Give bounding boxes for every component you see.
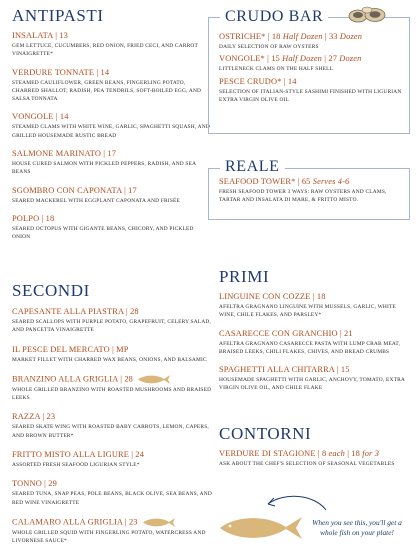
- item-description: HOUSEMADE SPAGHETTI WITH GARLIC, ANCHOVY, TOMATO, EXTRA VIRGIN OLIVE OIL, AND CHILE FLAKE: [219, 377, 405, 392]
- item-name: OSTRICHE*: [219, 32, 266, 41]
- item-name-line: OSTRICHE* | 18 Half Dozen | 33 Dozen: [219, 32, 363, 41]
- item-name-line: PESCE CRUDO* | 14: [219, 76, 297, 86]
- item-name-line: INSALATA | 13: [12, 31, 69, 40]
- item-description: WHOLE GRILLED BRANZINO WITH ROASTED MUSHROOMS AND BRAISED LEEKS: [12, 386, 212, 402]
- whole-fish-note: [296, 518, 418, 537]
- menu-item: [219, 365, 409, 393]
- item-name: TONNO: [12, 479, 42, 489]
- menu-item: [219, 177, 409, 205]
- item-name: IL PESCE DEL MERCATO: [12, 344, 110, 354]
- item-description: HOUSE CURED SALMON WITH PICKLED PEPPERS, RADISH, AND SEA BEANS: [12, 161, 196, 176]
- item-name-line: CAPESANTE ALLA PIASTRA | 28: [12, 307, 139, 316]
- menu-item: [219, 292, 409, 320]
- item-price: 15: [271, 54, 280, 64]
- menu-item: [219, 54, 409, 73]
- item-name-line: CALAMARO ALLA GRIGLIA | 23: [12, 517, 212, 528]
- item-name-line: LINGUINE CON COZZE | 18: [219, 292, 326, 301]
- item-description: STEAMED CLAMS WITH WHITE WINE, GARLIC, SPAGHETTI SQUASH, AND GRILLED HOUSEMADE RUSTIC BREAD: [12, 124, 210, 139]
- item-name: PESCE CRUDO*: [219, 76, 282, 86]
- menu-item: [12, 186, 212, 205]
- fish-icon: [142, 517, 176, 528]
- item-description: AFELTRA GRAGNANO CASARECCE PASTA WITH LUMP CRAB MEAT, BRAISED LEEKS, CHILI FLAKES, CHIVES, AND BREAD CRUMBS: [219, 340, 400, 355]
- note-line-2: whole fish on your plate!: [320, 527, 394, 537]
- item-description: GEM LETTUCE, CUCUMBERS, RED ONION, FRIED CECI, AND CARROT VINAIGRETTE*: [12, 43, 198, 58]
- item-price: 65: [301, 177, 311, 186]
- item-description: DAILY SELECTION OF RAW OYSTERS: [219, 44, 319, 50]
- item-name: SALMONE MARINATO: [12, 149, 102, 159]
- section-title-contorni: CONTORNI: [219, 424, 312, 443]
- reale-list: [219, 177, 409, 205]
- item-price-2-unit: Dozen: [339, 32, 363, 41]
- item-name-line: POLPO | 18: [12, 213, 55, 223]
- menu-item: [219, 329, 409, 357]
- section-title-secondi: SECONDI: [12, 281, 90, 300]
- item-price: 29: [48, 479, 57, 489]
- item-name-line: VERDURE TONNATE | 14: [12, 67, 110, 77]
- item-price: 14: [287, 76, 297, 86]
- item-price: 18: [45, 213, 55, 223]
- section-title-crudo-bar: CRUDO BAR: [220, 8, 328, 26]
- antipasti-list: [12, 31, 212, 242]
- item-name: LINGUINE CON COZZE: [219, 292, 311, 301]
- item-name: CASARECCE CON GRANCHIO: [219, 328, 338, 338]
- oyster-icon: [348, 5, 388, 23]
- item-description: FRESH SEAFOOD TOWER 3 WAYS: RAW OYSTERS AND CLAMS, TARTAR AND INSALATA DI MARE, & FRITTO MISTO.: [219, 189, 387, 204]
- section-title-reale: REALE: [220, 158, 285, 176]
- menu-item: [219, 449, 409, 468]
- item-description: SEARED MACKEREL WITH EGGPLANT CAPONATA AND FRISÉE: [12, 197, 180, 204]
- item-extra: each: [328, 449, 345, 458]
- item-name-line: TONNO | 29: [12, 479, 57, 489]
- reale-section: [219, 177, 409, 205]
- item-description: LITTLENECK CLAMS ON THE HALF SHELL: [219, 66, 334, 73]
- primi-list: [219, 292, 409, 393]
- item-price-2-unit: Dozen: [339, 54, 362, 64]
- item-extra-2: for 3: [362, 449, 380, 458]
- item-description: ASSORTED FRESH SEAFOOD LIGURIAN STYLE*: [12, 462, 140, 469]
- item-name-line: BRANZINO ALLA GRIGLIA | 28: [12, 374, 212, 385]
- item-price: 15: [340, 365, 350, 375]
- item-price: 8: [321, 449, 327, 458]
- item-name: INSALATA: [12, 31, 54, 40]
- item-name-line: SALMONE MARINATO | 17: [12, 149, 117, 159]
- item-name-line: SGOMBRO CON CAPONATA | 17: [12, 185, 137, 195]
- item-name: CAPESANTE ALLA PIASTRA: [12, 307, 124, 316]
- item-name: SPAGHETTI ALLA CHITARRA: [219, 365, 335, 375]
- item-price-2: 27: [328, 54, 338, 64]
- item-description: MARKET FILLET WITH CHARRED WAX BEANS, ONIONS, AND BALSAMIC: [12, 356, 207, 363]
- item-description: SEARED SKATE WING WITH ROASTED BABY CARROTS, LEMON, CAPERS, AND BROWN BUTTER*: [12, 424, 209, 439]
- item-description: WHOLE GRILLED SQUID WITH FINGERLING POTATO, WATERCRESS AND LIVORNESE SAUCE*: [12, 529, 206, 545]
- item-price: 23: [128, 517, 138, 527]
- arrow-icon: [262, 490, 332, 514]
- secondi-section: [12, 282, 212, 546]
- item-name: VERDURE TONNATE: [12, 67, 95, 77]
- item-name: VONGOLE*: [219, 54, 265, 64]
- section-title-primi: PRIMI: [219, 267, 270, 286]
- item-price: 17: [107, 149, 117, 159]
- item-price: 28: [124, 374, 133, 384]
- item-price: 18: [271, 32, 281, 41]
- item-price: 23: [46, 412, 56, 422]
- item-name: RAZZA: [12, 412, 41, 422]
- item-description: AFELTRA GRAGNANO LINGUINE WITH MUSSELS, GARLIC, WHITE WINE, CHILE FLAKES, AND PARSLEY*: [219, 304, 397, 319]
- item-name: FRITTO MISTO ALLA LIGURE: [12, 450, 130, 460]
- menu-item: [12, 31, 212, 59]
- antipasti-section: [12, 7, 212, 242]
- item-name-line: VERDURE DI STAGIONE | 8 each | 18 for 3: [219, 449, 380, 458]
- menu-item: [12, 345, 212, 364]
- item-price: MP: [116, 344, 129, 354]
- menu-item: [219, 77, 409, 105]
- contorni-list: [219, 449, 409, 468]
- menu-item: [12, 412, 212, 440]
- menu-item: [12, 112, 212, 140]
- item-name: VONGOLE: [12, 112, 54, 122]
- item-price: 18: [316, 292, 326, 301]
- item-price-unit: Half Dozen: [282, 54, 323, 64]
- item-description: ASK ABOUT THE CHEF'S SELECTION OF SEASONAL VEGETABLES: [219, 461, 395, 467]
- item-name-line: SPAGHETTI ALLA CHITARRA | 15: [219, 365, 350, 375]
- item-extra: Serves 4-6: [312, 177, 350, 186]
- menu-item: [12, 149, 212, 177]
- item-name: SGOMBRO CON CAPONATA: [12, 185, 122, 195]
- menu-item: [12, 517, 212, 546]
- menu-item: [12, 307, 212, 335]
- item-price: 21: [344, 328, 353, 338]
- menu-item: [12, 68, 212, 104]
- item-name-line: CASARECCE CON GRANCHIO | 21: [219, 328, 353, 338]
- item-description: SEARED TUNA, SNAP PEAS, POLE BEANS, BLACK OLIVE, SEA BEANS, AND RED WINE VINAIGRETTE: [12, 491, 212, 506]
- item-name-line: FRITTO MISTO ALLA LIGURE | 24: [12, 450, 145, 460]
- item-name: POLPO: [12, 213, 40, 223]
- item-price-unit: Half Dozen: [282, 32, 323, 41]
- item-price: 17: [128, 185, 137, 195]
- item-description: SEARED OCTOPUS WITH GIGANTE BEANS, CHICORY, AND PICKLED ONION: [12, 225, 194, 241]
- item-name: SEAFOOD TOWER*: [219, 177, 296, 186]
- item-price: 14: [100, 67, 110, 77]
- item-price-2: 18: [351, 449, 360, 458]
- item-name-line: RAZZA | 23: [12, 412, 56, 422]
- primi-section: [219, 268, 409, 393]
- contorni-section: [219, 425, 409, 468]
- item-name: BRANZINO ALLA GRIGLIA: [12, 374, 118, 384]
- item-name-line: VONGOLE | 14: [12, 112, 69, 122]
- item-price: 28: [130, 307, 139, 316]
- menu-item: [12, 374, 212, 403]
- note-line-1: When you see this, you'll get a: [312, 518, 402, 527]
- crudo-list: [219, 32, 409, 104]
- fish-icon: [137, 374, 171, 385]
- item-description: SEARED SCALLOPS WITH PURPLE POTATO, GRAPEFRUIT, CELERY SALAD, AND PANCETTA VINAIGRETTE: [12, 319, 212, 334]
- menu-item: [12, 479, 212, 507]
- item-name: CALAMARO ALLA GRIGLIA: [12, 517, 123, 527]
- section-title-antipasti: ANTIPASTI: [12, 6, 104, 25]
- menu-item: [12, 450, 212, 469]
- menu-item: [12, 214, 212, 242]
- item-description: STEAMED CAULIFLOWER, GREEN BEANS, FINGERLING POTATO, CHARRED SHALLOT, RADISH, PEA TENDRILS, SOFT-BOILED EGG, AND SALSA TONNATA: [12, 79, 202, 103]
- item-description: SELECTION OF ITALIAN-STYLE SASHIMI FINISHED WITH LIGURIAN EXTRA VIRGIN OLIVE OIL: [219, 88, 402, 103]
- item-name-line: SEAFOOD TOWER* | 65 Serves 4-6: [219, 177, 350, 186]
- item-price: 24: [135, 450, 145, 460]
- crudo-bar-section: [219, 32, 409, 104]
- item-price-2: 33: [328, 32, 338, 41]
- menu-item: [219, 32, 409, 51]
- item-name-line: IL PESCE DEL MERCATO | MP: [12, 344, 129, 354]
- item-price: 14: [59, 112, 69, 122]
- item-price: 13: [59, 31, 69, 40]
- secondi-list: [12, 307, 212, 546]
- item-name-line: VONGOLE* | 15 Half Dozen | 27 Dozen: [219, 54, 362, 64]
- fish-icon: [216, 513, 304, 543]
- item-name: VERDURE DI STAGIONE: [219, 449, 316, 458]
